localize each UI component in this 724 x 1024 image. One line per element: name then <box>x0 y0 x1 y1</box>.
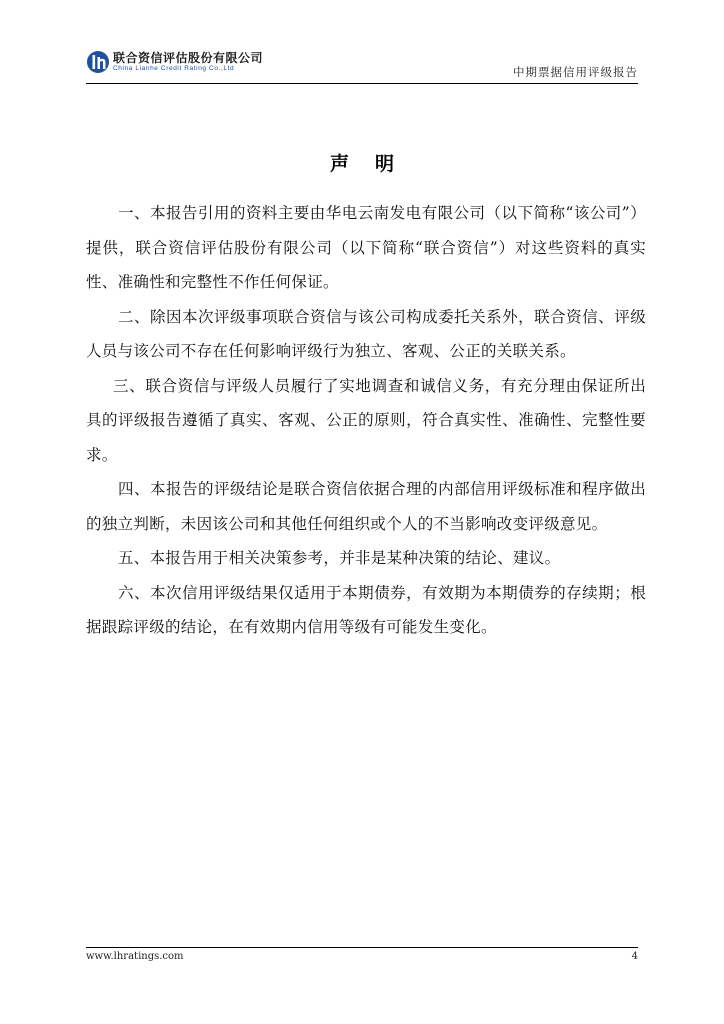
statement-body <box>86 196 646 645</box>
lianhe-logo-icon <box>86 50 110 74</box>
company-name-en: China Lianhe Credit Rating Co.,Ltd <box>113 64 235 72</box>
page-title: 声明 <box>329 153 420 175</box>
company-logo <box>86 50 263 74</box>
header-divider <box>86 83 638 84</box>
page-header <box>86 44 638 84</box>
footer-divider <box>86 947 638 948</box>
footer-website: www.lhratings.com <box>86 951 184 962</box>
report-type: 中期票据信用评级报告 <box>513 65 638 79</box>
company-name-cn: 联合资信评估股份有限公司 <box>113 50 264 65</box>
page-number: 4 <box>631 951 638 962</box>
statement-paragraph: 二、除因本次评级事项联合资信与该公司构成委托关系外，联合资信、评级人员与该公司不存在任何影响评级行为独立、客观、公正的关联关系。 <box>86 307 646 360</box>
statement-paragraph: 三、联合资信与评级人员履行了实地调查和诚信义务，有充分理由保证所出具的评级报告遵循了真实、客观、公正的原则，符合真实性、准确性、完整性要求。 <box>86 376 646 464</box>
statement-paragraph: 四、本报告的评级结论是联合资信依据合理的内部信用评级标准和程序做出的独立判断，未因该公司和其他任何组织或个人的不当影响改变评级意见。 <box>86 480 646 533</box>
statement-paragraph: 一、本报告引用的资料主要由华电云南发电有限公司（以下简称“该公司”）提供，联合资信评估股份有限公司（以下简称“联合资信”）对这些资料的真实性、准确性和完整性不作任何保证。 <box>86 204 646 291</box>
statement-paragraph: 五、本报告用于相关决策参考，并非是某种决策的结论、建议。 <box>118 549 561 567</box>
statement-paragraph: 六、本次信用评级结果仅适用于本期债券，有效期为本期债券的存续期；根据跟踪评级的结论，在有效期内信用等级有可能发生变化。 <box>86 583 646 636</box>
